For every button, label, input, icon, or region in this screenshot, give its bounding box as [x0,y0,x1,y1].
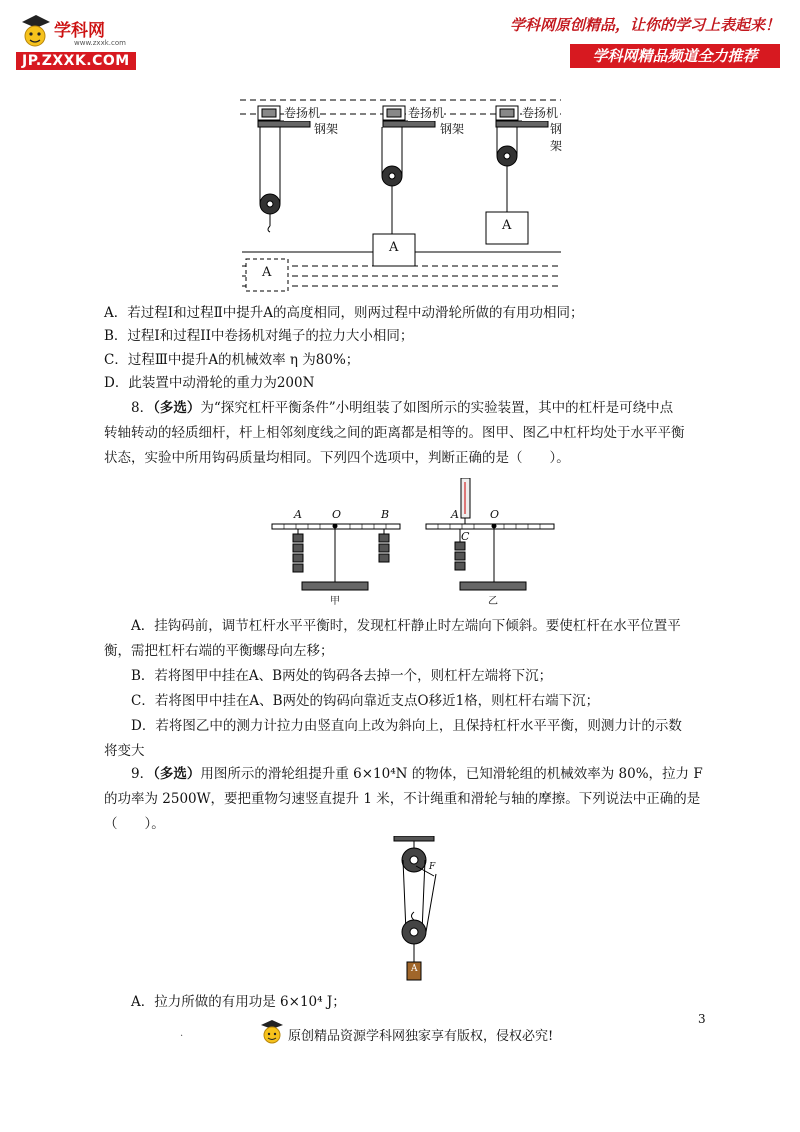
q8-line-2: 转轴转动的轻质细杆，杆上相邻刻度线之间的距离都是相等的。图甲、图乙中杠杆均处于水平平衡 [104,425,685,441]
lever-label-o: O [332,508,342,521]
frame-label-3: 钢架 [550,122,563,153]
q9-option-a-wrap [104,990,704,1015]
q8-option-d-line-2: 将变大 [104,743,145,759]
q7-option-c: C．过程Ⅲ中提升A的机械效率 η 为80%； [104,352,360,368]
header-slogan: 学科网原创精品，让你的学习上表起来！ [509,16,780,34]
lever-figure [270,478,560,608]
q7-option-b: B．过程Ⅰ和过程II中卷扬机对绳子的拉力大小相同； [104,328,414,344]
block-label-1: A [262,265,272,280]
q9-line-2: 的功率为 2500W，要把重物匀速竖直提升 1 米，不计绳重和滑轮与轴的摩擦。下列说法中正确的是 [104,791,701,807]
logo-subtitle: www.zxxk.com [74,39,126,47]
setup-2 [373,106,435,266]
page-header [0,0,800,80]
q9-stem [104,762,704,837]
q9-line-3: （ ）。 [104,816,165,832]
setup-3 [486,106,548,244]
q8-line-1: 为“探究杠杆平衡条件”小明组装了如图所示的实验装置，其中的杠杆是可绕中点 [200,400,674,416]
q8-option-c: C．若将图甲中挂在A、B两处的钩码向靠近支点O移近1格，则杠杆右端下沉； [131,693,600,709]
setup-1 [246,106,310,291]
q8-option-a-line-2: 衡，需把杠杆右端的平衡螺母向左移； [104,643,334,659]
q8-line-3: 状态，实验中所用钩码质量均相同。下列四个选项中，判断正确的是（ ）。 [104,450,570,466]
page-footer [256,1018,616,1048]
block-label-2: A [389,240,399,255]
page-number: 3 [698,1012,706,1026]
mascot-icon [16,12,54,52]
mascot-icon [258,1018,286,1046]
lever-label-o2: O [490,508,500,521]
winch-pulley-figure [238,96,563,296]
footer-dot: . [180,1028,184,1039]
lever-right [426,478,554,590]
q7-option-d: D．此装置中动滑轮的重力为200N [104,375,315,391]
pulley-block-figure [390,836,450,986]
logo-url: JP.ZXXK.COM [16,52,136,70]
frame-label-2: 钢架 [440,122,465,136]
lever-label-c: C [461,530,470,543]
q9-number: 9． [131,766,154,782]
lever-caption-left: 甲 [330,596,340,607]
logo-name: 学科网 [54,21,105,41]
winch-label-2: 卷扬机 [408,106,445,120]
lever-label-a: A [294,508,302,521]
q8-options [104,614,704,764]
zxxk-logo[interactable] [14,12,164,72]
q9-option-a: A．拉力所做的有用功是 6×10⁴ J； [131,994,346,1010]
pulley-block-label: A [411,964,418,974]
lever-caption-right: 乙 [488,596,498,607]
block-label-3: A [502,218,512,233]
frame-label-1: 钢架 [314,122,339,136]
q8-stem [104,396,704,471]
q9-line-1: 用图所示的滑轮组提升重 6×10⁴N 的物体，已知滑轮组的机械效率为 80%，拉力 F [200,766,703,782]
lever-label-a2: A [451,508,459,521]
q8-number: 8． [131,400,154,416]
winch-label-1: 卷扬机 [284,106,321,120]
q7-option-a: A．若过程Ⅰ和过程Ⅱ中提升A的高度相同，则两过程中动滑轮所做的有用功相同； [104,305,584,321]
q8-tag: （多选） [153,400,201,416]
winch-label-3: 卷扬机 [522,106,559,120]
lever-label-b: B [381,508,390,521]
header-banner: 学科网精品频道全力推荐 [570,44,780,68]
footer-copyright: 原创精品资源学科网独家享有版权，侵权必究! [288,1029,554,1044]
lever-left [272,524,400,590]
force-label: F [429,862,436,872]
q8-option-d-line-1: D．若将图乙中的测力计拉力由竖直向上改为斜向上，且保持杠杆水平平衡，则测力计的示数 [131,718,682,734]
q8-option-a-line-1: A．挂钩码前，调节杠杆水平平衡时，发现杠杆静止时左端向下倾斜。要使杠杆在水平位置平 [131,618,681,634]
q9-tag: （多选） [153,766,201,782]
q8-option-b: B．若将图甲中挂在A、B两处的钩码各去掉一个，则杠杆左端将下沉； [131,668,553,684]
